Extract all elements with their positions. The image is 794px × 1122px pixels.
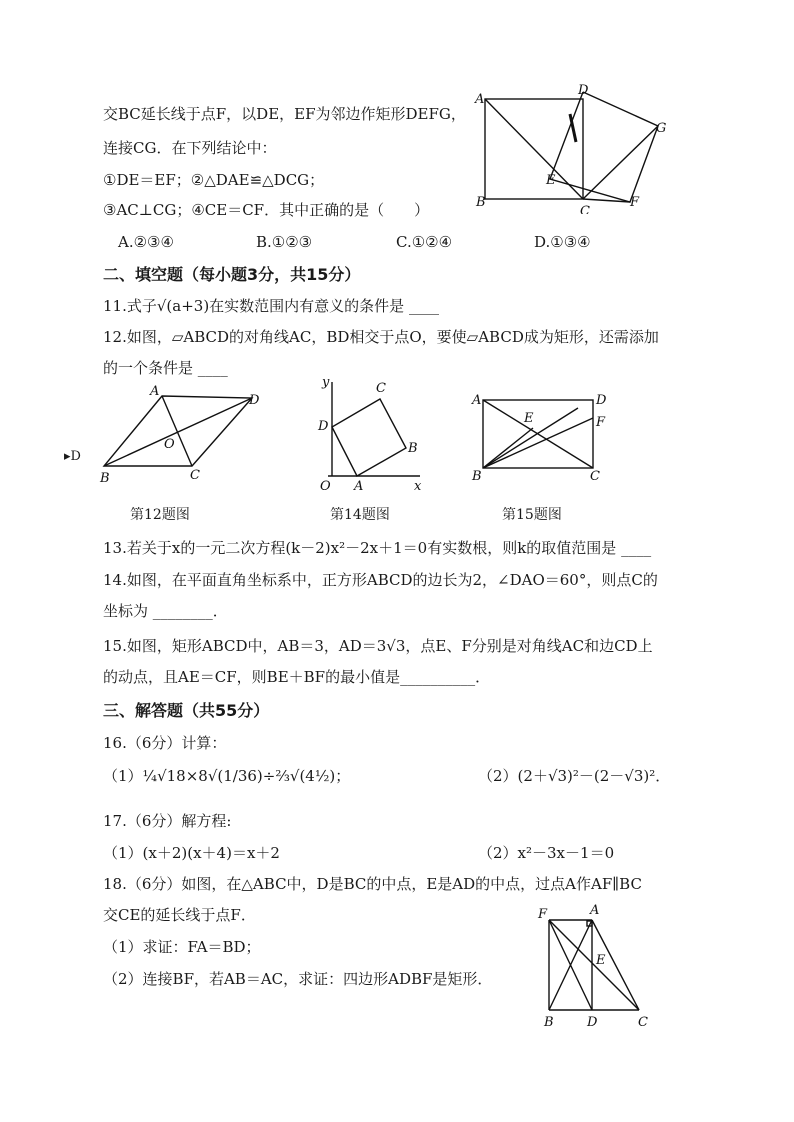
q15-label-f: F (596, 415, 606, 430)
q18-label-a: A (590, 903, 600, 918)
q12-label-d: D (249, 393, 260, 408)
q16-title: 16.（6分）计算： (103, 734, 227, 752)
q17-title: 17.（6分）解方程: (103, 812, 232, 830)
q10-label-a: A (475, 92, 485, 107)
q10-line3: ①DE＝EF；②△DAE≌△DCG； (103, 171, 325, 189)
q18-line2: 交CE的延长线于点F． (103, 906, 256, 924)
q14-label-o: O (320, 479, 331, 494)
q15-label-a: A (472, 393, 482, 408)
q14-label-y: y (322, 375, 330, 390)
q14-figure (310, 372, 430, 494)
section3-title: 三、解答题（共55分） (103, 701, 270, 720)
q15-label-c: C (590, 469, 600, 484)
q18-part2: （2）连接BF，若AB＝AC，求证：四边形ADBF是矩形． (103, 970, 493, 988)
q16-part1: （1）¼√18×8√(1/36)÷⅔√(4½)； (103, 767, 351, 785)
q12-line2: 的一个条件是 ____ (103, 359, 228, 377)
q12-label-c: C (190, 468, 200, 483)
q15-figure (468, 388, 618, 488)
q18-line1: 18.（6分）如图，在△ABC中，D是BC的中点，E是AD的中点，过点A作AF∥BC (103, 875, 642, 893)
q10-line2: 连接CG．在下列结论中： (103, 139, 277, 157)
q18-label-c: C (638, 1015, 648, 1030)
q10-option-a[interactable]: A.②③④ (118, 233, 174, 251)
q13-text: 13.若关于x的一元二次方程(k－2)x²－2x＋1＝0有实数根，则k的取值范围是 ____ (103, 539, 652, 557)
q10-label-f: F (630, 195, 640, 210)
q15-label-d: D (596, 393, 607, 408)
q10-option-b[interactable]: B.①②③ (256, 233, 313, 251)
q12-line1: 12.如图，▱ABCD的对角线AC，BD相交于点O，要使▱ABCD成为矩形，还需添加 (103, 328, 659, 346)
section2-title: 二、填空题（每小题3分，共15分） (103, 265, 361, 284)
q10-option-c[interactable]: C.①②④ (396, 233, 453, 251)
q17-part1: （1）(x＋2)(x＋4)＝x＋2 (103, 844, 280, 862)
q10-line4: ③AC⊥CG；④CE＝CF．其中正确的是（ ） (103, 201, 430, 219)
q14-label-x: x (414, 479, 422, 494)
q11-text: 11.式子√(a+3)在实数范围内有意义的条件是 ____ (103, 297, 439, 315)
q12-label-o: O (164, 437, 175, 452)
q14-label-b: B (408, 441, 418, 456)
q10-option-d[interactable]: D.①③④ (534, 233, 591, 251)
q10-label-b: B (476, 195, 486, 210)
q15-caption: 第15题图 (502, 507, 562, 523)
q18-label-d: D (587, 1015, 598, 1030)
q18-part1: （1）求证：FA＝BD； (103, 938, 261, 956)
q10-label-g: G (656, 121, 667, 136)
q12-figure (92, 382, 272, 488)
q15-line1: 15.如图，矩形ABCD中，AB＝3，AD＝3√3，点E、F分别是对角线AC和边CD上 (103, 637, 653, 655)
q18-figure (534, 902, 664, 1034)
q14-label-d: D (318, 419, 329, 434)
q12-label-b: B (100, 471, 110, 486)
q14-line2: 坐标为 ________． (103, 602, 228, 620)
q15-line2: 的动点，且AE＝CF，则BE＋BF的最小值是__________． (103, 668, 491, 686)
q14-caption: 第14题图 (330, 507, 390, 523)
q14-label-c: C (376, 381, 386, 396)
q15-label-e: E (524, 411, 534, 426)
q17-part2: （2）x²－3x－1＝0 (478, 844, 615, 862)
q10-figure (470, 84, 680, 214)
q10-line1: 交BC延长线于点F，以DE，EF为邻边作矩形DEFG， (103, 105, 466, 123)
q18-label-b: B (544, 1015, 554, 1030)
margin-mark: ▸D (64, 449, 81, 464)
q14-line1: 14.如图，在平面直角坐标系中，正方形ABCD的边长为2，∠DAO＝60°，则点C的 (103, 571, 658, 589)
q12-caption: 第12题图 (130, 507, 190, 523)
q12-label-a: A (150, 384, 160, 399)
q10-label-e: E (546, 173, 556, 188)
q10-label-c: C (580, 204, 590, 214)
q16-part2: （2）(2＋√3)²－(2－√3)²． (478, 767, 671, 785)
q14-label-a: A (354, 479, 364, 494)
q18-label-f: F (538, 907, 548, 922)
q18-label-e: E (596, 953, 606, 968)
q15-label-b: B (472, 469, 482, 484)
q10-label-d: D (578, 84, 589, 98)
